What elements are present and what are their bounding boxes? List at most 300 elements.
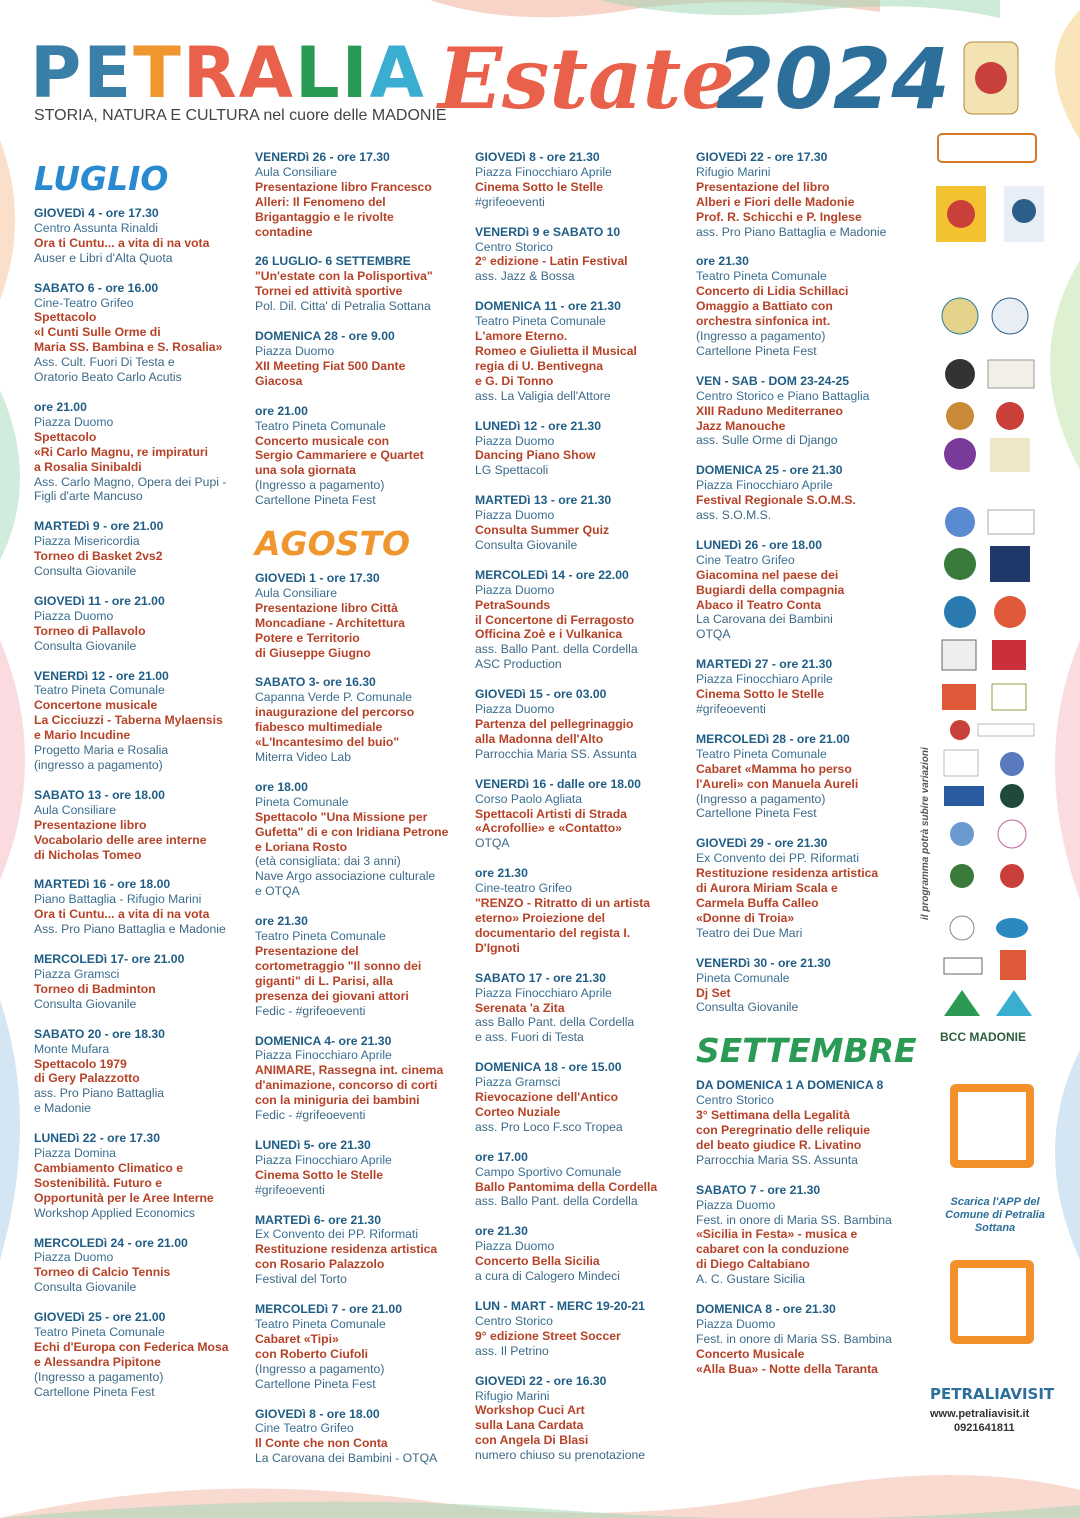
event-organizer: Fedic - #grifeoeventi: [255, 1108, 366, 1123]
event-place: Teatro Pineta Comunale: [34, 1325, 165, 1340]
event-organizer: ass. La Valigia dell'Attore: [475, 388, 611, 403]
event-item: [34, 1310, 246, 1399]
event-date: MARTEDì 16 - ore 18.00: [34, 877, 171, 892]
event-place: Piazza Duomo: [475, 702, 555, 717]
event-item: [696, 1078, 908, 1167]
event-organizer: Cartellone Pineta Fest: [255, 1376, 376, 1391]
event-title: di Nicholas Tomeo: [34, 847, 142, 862]
event-title: Cinema Sotto le Stelle: [255, 1167, 383, 1182]
event-date: ore 21.00: [34, 399, 87, 414]
event-title: Spettacolo "Una Missione per: [255, 809, 428, 824]
event-organizer: La Carovana dei Bambini: [696, 612, 833, 627]
event-title: XIII Raduno Mediterraneo: [696, 403, 843, 418]
event-title: Maria SS. Bambina e S. Rosalia»: [34, 340, 223, 355]
brand-letter: R: [182, 32, 239, 114]
event-title: con Roberto Ciufoli: [255, 1346, 369, 1361]
event-date: MERCOLEDì 7 - ore 21.00: [255, 1302, 402, 1317]
event-place: Piazza Duomo: [255, 343, 335, 358]
event-place: Cine-teatro Grifeo: [475, 881, 572, 896]
event-organizer: Parrocchia Maria SS. Assunta: [475, 746, 637, 761]
event-organizer: A. C. Gustare Sicilia: [696, 1272, 806, 1287]
event-place: Pineta Comunale: [696, 970, 790, 985]
app-qr-code[interactable]: [950, 1084, 1034, 1168]
event-organizer: La Carovana dei Bambini - OTQA: [255, 1451, 438, 1466]
event-date: ore 21.30: [475, 1224, 528, 1239]
event-organizer: (Ingresso a pagamento): [255, 478, 385, 493]
event-title: Spettacoli Artisti di Strada: [475, 806, 627, 821]
event-date: ore 21.00: [255, 403, 308, 418]
event-date: ore 17.00: [475, 1149, 528, 1164]
event-date: GIOVEDì 15 - ore 03.00: [475, 687, 607, 702]
event-organizer: Workshop Applied Economics: [34, 1205, 196, 1220]
event-organizer: Consulta Giovanile: [34, 1280, 137, 1295]
event-place: Piazza Domina: [34, 1146, 116, 1161]
event-item: [34, 669, 246, 773]
event-item: [696, 956, 908, 1016]
event-place: Ex Convento dei PP. Riformati: [255, 1227, 419, 1242]
event-item: [255, 150, 467, 239]
event-title: eterno» Proiezione del: [475, 910, 606, 925]
event-date: SABATO 7 - ore 21.30: [696, 1182, 821, 1197]
event-organizer: numero chiuso su prenotazione: [475, 1448, 646, 1463]
event-organizer: Nave Argo associazione culturale: [255, 869, 436, 884]
event-date: SABATO 6 - ore 16.00: [34, 280, 159, 295]
event-place: Centro Storico e Piano Battaglia: [696, 388, 870, 403]
event-title: d'animazione, concorso di corti: [255, 1078, 438, 1093]
event-title: Ora ti Cuntu... a vita di na vota: [34, 235, 210, 250]
event-title: 9° edizione Street Soccer: [475, 1328, 621, 1343]
event-title: «I Cunti Sulle Orme di: [34, 325, 161, 340]
event-place: Piazza Duomo: [475, 1239, 555, 1254]
app-download-text: Scarica l'APP del Comune di Petralia Sottana: [945, 1196, 1045, 1234]
event-place: Corso Paolo Agliata: [475, 791, 583, 806]
event-date: MERCOLEDì 17- ore 21.00: [34, 952, 185, 967]
event-place: Piazza Gramsci: [475, 1075, 561, 1090]
event-title: Spettacolo 1979: [34, 1056, 127, 1071]
event-date: MARTEDì 27 - ore 21.30: [696, 657, 833, 672]
event-title: Restituzione residenza artistica: [255, 1242, 438, 1257]
event-place: Piazza Duomo: [696, 1197, 776, 1212]
event-date: GIOVEDì 25 - ore 21.00: [34, 1310, 166, 1325]
event-place: Cine Teatro Grifeo: [696, 552, 795, 567]
event-place: Centro Storico: [475, 239, 553, 254]
event-title: PetraSounds: [475, 597, 551, 612]
event-item: [255, 1302, 467, 1391]
qr-icon: [958, 1268, 1026, 1336]
event-item: [255, 1034, 467, 1123]
event-title: Presentazione libro: [34, 817, 147, 832]
event-title: Workshop Cuci Art: [475, 1403, 585, 1418]
event-date: VENERDì 9 e SABATO 10: [475, 224, 621, 239]
event-organizer: Consulta Giovanile: [475, 537, 578, 552]
event-title: Giacosa: [255, 373, 303, 388]
event-item: [34, 400, 246, 504]
event-item: [475, 687, 687, 762]
event-place: Piazza Finocchiaro Aprile: [255, 1048, 392, 1063]
event-item: [475, 299, 687, 403]
event-date: DOMENICA 8 - ore 21.30: [696, 1302, 836, 1317]
event-item: [696, 1302, 908, 1377]
column-2: [255, 150, 467, 1481]
event-date: VENERDì 26 - ore 17.30: [255, 150, 390, 164]
event-title: «Sicilia in Festa» - musica e: [696, 1227, 858, 1242]
event-date: ore 21.30: [255, 914, 308, 929]
event-place: Piazza Duomo: [475, 582, 555, 597]
event-organizer: Ass. Carlo Magno, Opera dei Pupi -: [34, 474, 227, 489]
event-place: Centro Storico: [696, 1093, 774, 1108]
event-organizer: a cura di Calogero Mindeci: [475, 1269, 620, 1284]
event-organizer: e Madonie: [34, 1101, 91, 1116]
event-date: SABATO 17 - ore 21.30: [475, 970, 606, 985]
event-place: Piazza Finocchiaro Aprile: [475, 985, 612, 1000]
event-item: [696, 463, 908, 523]
event-title: Concerto di Lidia Schillaci: [696, 284, 849, 299]
event-item: [255, 329, 467, 389]
event-title: «Donne di Troia»: [696, 910, 795, 925]
event-item: [255, 914, 467, 1018]
event-title: Presentazione del: [255, 943, 359, 958]
event-organizer: Ass. Cult. Fuori Di Testa e: [34, 355, 175, 370]
event-title: alla Madonna dell'Alto: [475, 731, 604, 746]
event-title: 2° edizione - Latin Festival: [475, 254, 628, 269]
event-item: [475, 493, 687, 553]
event-organizer: ass. Sulle Orme di Django: [696, 433, 838, 448]
event-place: Rifugio Marini: [696, 164, 771, 179]
event-place: Piazza Gramsci: [34, 966, 120, 981]
event-date: DOMENICA 11 - ore 21.30: [475, 299, 621, 314]
event-title: «Acrofollie» e «Contatto»: [475, 821, 622, 836]
event-item: [34, 1236, 246, 1296]
event-title: Officina Zoè e i Vulkanica: [475, 627, 623, 642]
event-place: Piazza Misericordia: [34, 534, 140, 549]
event-title: Torneo di Pallavolo: [34, 623, 146, 638]
event-date: DOMENICA 28 - ore 9.00: [255, 329, 395, 344]
event-date: DOMENICA 4- ore 21.30: [255, 1033, 392, 1048]
event-organizer: Teatro dei Due Mari: [696, 925, 803, 940]
event-list: [475, 150, 687, 1463]
event-item: [696, 732, 908, 821]
event-item: [255, 571, 467, 660]
brand-title: [30, 32, 426, 114]
month-heading-september: SETTEMBRE: [696, 1031, 917, 1071]
event-title: D'Ignoti: [475, 940, 520, 955]
event-date: GIOVEDì 8 - ore 18.00: [255, 1406, 380, 1421]
event-date: DOMENICA 18 - ore 15.00: [475, 1060, 622, 1075]
event-item: [255, 254, 467, 314]
event-organizer: Miterra Video Lab: [255, 750, 351, 764]
event-title: Spettacolo: [34, 429, 97, 444]
event-title: «L'Incantesimo del buio": [255, 735, 400, 750]
event-title: Presentazione del libro: [696, 179, 830, 194]
event-item: [475, 419, 687, 479]
event-title: Jazz Manouche: [696, 418, 786, 433]
event-title: regia di U. Bentivegna: [475, 358, 603, 373]
event-place: Teatro Pineta Comunale: [696, 746, 827, 761]
event-title: con Rosario Palazzolo: [255, 1257, 385, 1272]
event-item: [475, 568, 687, 672]
event-title: Vocabolario delle aree interne: [34, 832, 207, 847]
brand-letter: T: [133, 32, 183, 114]
event-title: Potere e Territorio: [255, 630, 360, 645]
event-title: documentario del regista I.: [475, 925, 631, 940]
event-date: GIOVEDì 1 - ore 17.30: [255, 571, 380, 586]
visit-qr-code[interactable]: [950, 1260, 1034, 1344]
event-title: Il Conte che non Conta: [255, 1436, 388, 1451]
event-organizer: Fedic - #grifeoeventi: [255, 1003, 366, 1018]
event-title: Gufetta" di e con Iridiana Petrone: [255, 824, 449, 839]
event-organizer: LG Spettacoli: [475, 463, 549, 478]
event-title: cortometraggio "Il sonno dei: [255, 958, 422, 973]
event-title: Romeo e Giulietta il Musical: [475, 343, 637, 358]
event-title: fiabesco multimediale: [255, 720, 383, 735]
brand-logo: [30, 32, 447, 128]
event-organizer: (Ingresso a pagamento): [696, 328, 826, 343]
event-title: Bugiardi della compagnia: [696, 582, 845, 597]
event-place: Centro Storico: [475, 1313, 553, 1328]
event-item: [475, 866, 687, 955]
event-date: SABATO 20 - ore 18.30: [34, 1026, 165, 1041]
event-item: [255, 780, 467, 899]
event-title: e G. Di Tonno: [475, 373, 554, 388]
event-item: [34, 877, 246, 937]
event-date: VENERDì 30 - ore 21.30: [696, 955, 831, 970]
event-list: [255, 571, 467, 1466]
event-organizer: Fest. in onore di Maria SS. Bambina: [696, 1331, 892, 1346]
event-title: L'amore Eterno.: [475, 329, 568, 344]
brand-letter: P: [30, 32, 84, 114]
event-place: Piazza Finocchiaro Aprile: [696, 672, 833, 687]
event-title: Cinema Sotto le Stelle: [696, 687, 824, 702]
brand-letter: A: [238, 32, 295, 114]
event-title: Concerto Musicale: [696, 1346, 805, 1361]
event-title: del beato giudice R. Livatino: [696, 1137, 862, 1152]
event-title: «Ri Carlo Magnu, re impiraturi: [34, 444, 209, 459]
event-title: Torneo di Calcio Tennis: [34, 1265, 171, 1280]
event-organizer: Consulta Giovanile: [34, 564, 137, 579]
event-list: [34, 206, 246, 1400]
event-title: presenza dei giovani attori: [255, 988, 409, 1003]
event-title: Abaco il Teatro Conta: [696, 597, 822, 612]
event-date: ore 18.00: [255, 779, 308, 794]
event-title: una sola giornata: [255, 463, 356, 478]
event-title: La Cicciuzzi - Taberna Mylaensis: [34, 713, 223, 728]
event-item: [34, 788, 246, 863]
event-title: Opportunità per le Aree Interne: [34, 1190, 214, 1205]
event-title: contadine: [255, 224, 313, 239]
event-title: Cabaret «Mamma ho perso: [696, 761, 852, 776]
event-organizer: Figli d'arte Mancuso: [34, 489, 143, 504]
event-place: Piazza Duomo: [34, 414, 114, 429]
brand-letter: L: [294, 32, 342, 114]
qr-icon: [958, 1092, 1026, 1160]
event-place: Pineta Comunale: [255, 794, 349, 809]
event-date: MERCOLEDì 24 - ore 21.00: [34, 1235, 188, 1250]
event-date: VENERDì 16 - dalle ore 18.00: [475, 776, 641, 791]
event-place: Piano Battaglia - Rifugio Marini: [34, 892, 202, 907]
event-place: Aula Consiliare: [255, 585, 337, 600]
event-date: 26 LUGLIO- 6 SETTEMBRE: [255, 254, 411, 269]
event-title: e Mario Incudine: [34, 728, 131, 743]
event-title: Carmela Buffa Calleo: [696, 895, 819, 910]
event-organizer: Consulta Giovanile: [34, 996, 137, 1011]
event-date: MARTEDì 13 - ore 21.30: [475, 493, 612, 508]
event-title: di Giuseppe Giugno: [255, 645, 371, 660]
event-place: Piazza Duomo: [475, 433, 555, 448]
event-place: Teatro Pineta Comunale: [255, 418, 386, 433]
event-title: con Angela Di Blasi: [475, 1433, 589, 1448]
column-3: [475, 150, 687, 1478]
season-title: Estate: [438, 29, 735, 128]
event-title: Corteo Nuziale: [475, 1104, 561, 1119]
event-item: [34, 1131, 246, 1220]
event-date: ore 21.30: [696, 254, 749, 269]
event-item: [696, 1183, 908, 1287]
event-title: Sergio Cammariere e Quartet: [255, 448, 424, 463]
event-organizer: Oratorio Beato Carlo Acutis: [34, 370, 182, 385]
event-organizer: OTQA: [696, 627, 731, 642]
event-place: Piazza Duomo: [34, 1250, 114, 1265]
event-item: [696, 657, 908, 717]
column-4: [696, 150, 917, 1392]
event-organizer: ass. Pro Piano Battaglia: [34, 1086, 165, 1101]
event-title: e Loriana Rosto: [255, 839, 348, 854]
event-place: Capanna Verde P. Comunale: [255, 690, 412, 705]
event-item: [696, 538, 908, 642]
event-organizer: Festival del Torto: [255, 1272, 347, 1287]
event-title: Concerto Bella Sicilia: [475, 1254, 600, 1269]
event-title: Dancing Piano Show: [475, 448, 596, 463]
event-organizer: #grifeoeventi: [475, 194, 545, 209]
event-title: Restituzione residenza artistica: [696, 866, 879, 881]
event-title: inaugurazione del percorso: [255, 705, 415, 720]
event-place: Aula Consiliare: [34, 802, 116, 817]
event-title: Concerto musicale con: [255, 433, 390, 448]
event-organizer: (Ingresso a pagamento): [696, 791, 826, 806]
event-place: Piazza Duomo: [696, 1317, 776, 1331]
event-organizer: (Ingresso a pagamento): [34, 1369, 164, 1384]
event-organizer: Fest. in onore di Maria SS. Bambina: [696, 1212, 892, 1227]
event-title: Tornei ed attività sportive: [255, 284, 403, 299]
visit-url[interactable]: www.petraliavisit.it: [930, 1408, 1030, 1420]
event-organizer: ass. Pro Piano Battaglia e Madonie: [696, 224, 887, 239]
event-title: Rievocazione dell'Antico: [475, 1090, 619, 1105]
event-organizer: e OTQA: [255, 884, 300, 899]
event-date: SABATO 13 - ore 18.00: [34, 787, 165, 802]
event-item: [475, 225, 687, 285]
event-place: Ex Convento dei PP. Riformati: [696, 851, 860, 866]
event-organizer: ASC Production: [475, 657, 562, 672]
event-title: ANIMARE, Rassegna int. cinema: [255, 1063, 444, 1078]
event-organizer: ass. Jazz & Bossa: [475, 269, 575, 284]
event-date: SABATO 3- ore 16.30: [255, 675, 376, 690]
event-organizer: Cartellone Pineta Fest: [34, 1384, 155, 1399]
event-title: XII Meeting Fiat 500 Dante: [255, 358, 406, 373]
event-date: LUNEDì 5- ore 21.30: [255, 1137, 371, 1152]
event-place: Teatro Pineta Comunale: [255, 929, 386, 944]
event-item: [255, 675, 467, 764]
bcc-madonie-logo: BCC MADONIE: [940, 1030, 1026, 1044]
event-place: Aula Consiliare: [255, 164, 337, 179]
column-1: [34, 150, 246, 1415]
event-title: Presentazione libro Città: [255, 600, 398, 615]
event-title: Dj Set: [696, 985, 731, 1000]
event-date: MARTEDì 9 - ore 21.00: [34, 519, 164, 534]
sponsor-logos: [930, 36, 1060, 1046]
event-date: VEN - SAB - DOM 23-24-25: [696, 373, 850, 388]
event-date: GIOVEDì 29 - ore 21.30: [696, 836, 828, 851]
event-organizer: ass Ballo Pant. della Cordella: [475, 1015, 635, 1030]
event-item: [475, 1060, 687, 1135]
event-title: Prof. R. Schicchi e P. Inglese: [696, 209, 862, 224]
event-organizer: (età consigliata: dai 3 anni): [255, 854, 401, 869]
event-date: MERCOLEDì 28 - ore 21.00: [696, 731, 850, 746]
event-title: Spettacolo: [34, 310, 97, 325]
event-title: a Rosalia Sinibaldi: [34, 459, 142, 474]
event-date: MARTEDì 6- ore 21.30: [255, 1212, 381, 1227]
event-place: Monte Mufara: [34, 1041, 110, 1056]
event-title: "Un'estate con la Polisportiva": [255, 269, 433, 284]
visit-phone: 0921641811: [954, 1422, 1015, 1434]
event-title: il Concertone di Ferragosto: [475, 612, 635, 627]
event-title: Alleri: Il Fenomeno del: [255, 194, 386, 209]
event-date: LUNEDì 22 - ore 17.30: [34, 1131, 160, 1146]
event-organizer: Pol. Dil. Citta' di Petralia Sottana: [255, 299, 431, 314]
event-place: Cine Teatro Grifeo: [255, 1421, 354, 1436]
event-item: [475, 777, 687, 852]
event-title: Omaggio a Battiato con: [696, 299, 833, 314]
event-date: LUN - MART - MERC 19-20-21: [475, 1299, 645, 1313]
event-item: [34, 519, 246, 579]
event-place: Piazza Finocchiaro Aprile: [696, 478, 833, 493]
event-item: [34, 206, 246, 266]
event-date: LUNEDì 12 - ore 21.30: [475, 418, 601, 433]
event-item: [696, 150, 908, 239]
event-item: [696, 374, 908, 449]
event-title: Serenata 'a Zita: [475, 1000, 565, 1015]
event-organizer: Auser e Libri d'Alta Quota: [34, 250, 173, 265]
event-title: Cambiamento Climatico e: [34, 1160, 183, 1175]
event-title: Partenza del pellegrinaggio: [475, 717, 634, 731]
event-title: Cabaret «Tipi»: [255, 1331, 339, 1346]
event-title: Sostenibilità. Futuro e: [34, 1175, 162, 1190]
event-organizer: ass. Ballo Pant. della Cordella: [475, 642, 638, 657]
event-item: [34, 594, 246, 654]
event-organizer: #grifeoeventi: [696, 702, 766, 716]
event-item: [696, 254, 908, 358]
event-title: Moncadiane - Architettura: [255, 615, 405, 630]
event-place: Piazza Finocchiaro Aprile: [255, 1152, 392, 1167]
event-date: DA DOMENICA 1 A DOMENICA 8: [696, 1078, 884, 1093]
event-item: [255, 1407, 467, 1467]
event-item: [255, 404, 467, 508]
event-organizer: ass. Ballo Pant. della Cordella: [475, 1194, 638, 1209]
event-title: con la miniguria dei bambini: [255, 1093, 420, 1108]
event-title: orchestra sinfonica int.: [696, 314, 831, 329]
event-date: GIOVEDì 22 - ore 17.30: [696, 150, 828, 164]
event-place: Centro Assunta Rinaldi: [34, 220, 158, 235]
event-item: [696, 836, 908, 940]
event-place: Campo Sportivo Comunale: [475, 1164, 622, 1179]
event-title: Consulta Summer Quiz: [475, 523, 610, 538]
event-item: [34, 1027, 246, 1116]
event-organizer: Cartellone Pineta Fest: [696, 343, 817, 358]
event-place: Teatro Pineta Comunale: [255, 1317, 386, 1331]
event-organizer: ass. Pro Loco F.sco Tropea: [475, 1119, 623, 1134]
event-place: Rifugio Marini: [475, 1388, 550, 1403]
event-date: GIOVEDì 11 - ore 21.00: [34, 593, 165, 608]
event-item: [475, 150, 687, 210]
event-organizer: Progetto Maria e Rosalia: [34, 743, 169, 758]
